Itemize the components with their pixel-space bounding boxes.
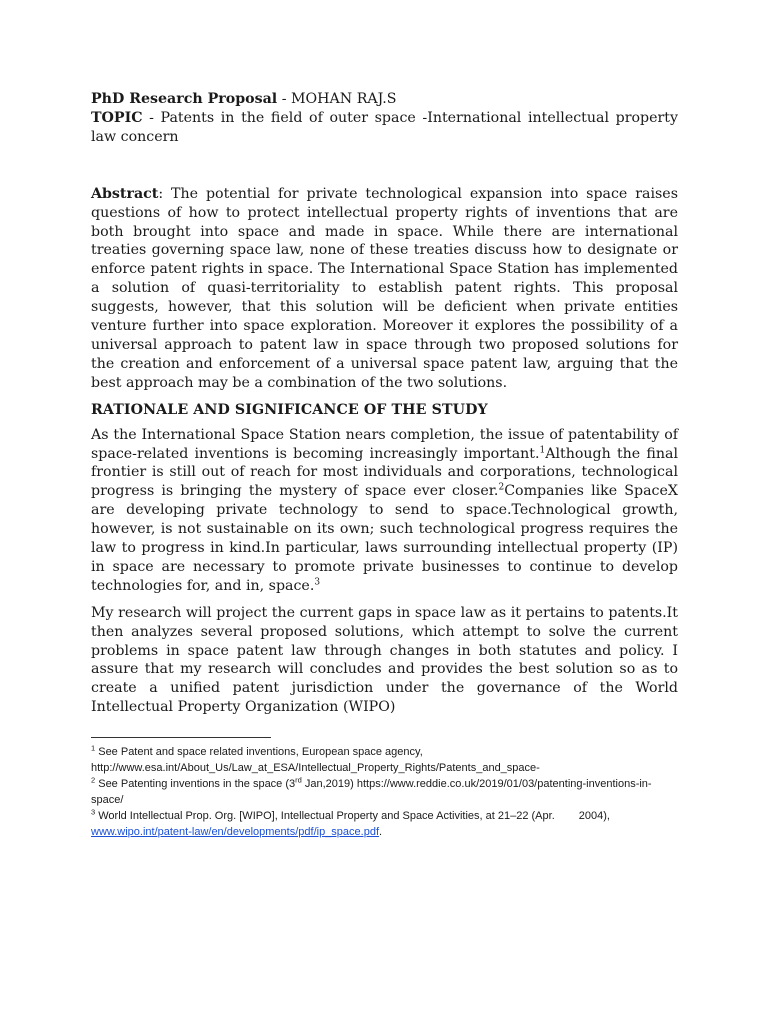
footnote-3-year: 2004),: [578, 810, 610, 823]
footnote-3-link[interactable]: www.wipo.int/patent-law/en/developments/pdf/ip_space.pdf: [91, 826, 380, 839]
footnote-2-number: 2: [91, 775, 96, 785]
rationale-paragraph-2: My research will project the current gaps in space law as it pertains to patents.It then analyzes several proposed solutions, which attempt to solve the current problems in space patent law through changes in both statutes and policy. I assure that my research will concludes and provides the best solution so as to create a unified patent jurisdiction under the governance of the World Intellectual Property Organization (WIPO): [91, 604, 678, 716]
footnote-ref-1[interactable]: 1: [539, 444, 546, 455]
topic-label: TOPIC: [91, 109, 143, 126]
footnote-1-number: 1: [91, 743, 96, 753]
document-page: [91, 90, 678, 840]
footnote-2-text: See Patenting inventions in the space (3: [95, 778, 296, 791]
footnote-3-text: World Intellectual Prop. Org. [WIPO], Intellectual Property and Space Activities, at 21–22 (Apr.: [95, 810, 555, 823]
abstract-text: : The potential for private technological expansion into space raises questions of how to protect intellectual property rights of inventions that are both brought into space and made in space. While there are international treaties governing space law, none of these treaties discuss how to designate or enforce patent rights in space. The International Space Station has implemented a solution of quasi-territoriality to establish patent rights. This proposal suggests, however, that this solution will be deficient when private entities venture further into space exploration. Moreover it explores the possibility of a universal approach to patent law in space through two proposed solutions for the creation and enforcement of a universal space patent law, arguing that the best approach may be a combination of the two solutions.: [91, 185, 678, 391]
footnote-3: [91, 808, 678, 840]
abstract-label: Abstract: [91, 185, 159, 202]
footnote-2-text-end: Jan,2019) https://www.reddie.co.uk/2019/01/03/patenting-inventions-in-space/: [91, 778, 652, 807]
topic-text: - Patents in the field of outer space -International intellectual property law concern: [91, 109, 678, 145]
footnote-ref-2[interactable]: 2: [498, 482, 505, 493]
footnotes: [91, 744, 678, 840]
footnote-2: [91, 776, 678, 808]
footnote-1-url: http://www.esa.int/About_Us/Law_at_ESA/Intellectual_Property_Rights/Patents_and_space-: [91, 762, 540, 775]
header-separator: -: [277, 91, 292, 107]
footnote-3-number: 3: [91, 807, 96, 817]
footnote-ref-3[interactable]: 3: [314, 577, 321, 588]
author-name: MOHAN RAJ.S: [291, 91, 397, 107]
footnote-1-text: See Patent and space related inventions, European space agency,: [95, 746, 423, 759]
abstract-paragraph: [91, 185, 678, 393]
footnote-3-period: .: [379, 826, 383, 839]
topic-line: [91, 109, 678, 147]
footnote-2-ordinal: rd: [295, 775, 302, 785]
footnote-1: [91, 744, 678, 776]
rationale-heading: RATIONALE AND SIGNIFICANCE OF THE STUDY: [91, 401, 488, 418]
rationale-text-2: Although the final frontier is still out of reach for most individuals and corporations, technological progress is bringing the mystery of space ever closer.: [91, 445, 678, 500]
rationale-text-3: Companies like SpaceX are developing private technology to send to space.Technological growth, however, is not sustainable on its own; such technological progress requires the law to progress in kind.In particular, laws surrounding intellectual property (IP) in space are necessary to promote private businesses to continue to develop technologies for, and in, space.: [91, 483, 678, 594]
document-header: [91, 90, 678, 109]
rationale-paragraph-1: [91, 426, 678, 596]
rationale-text-1: As the International Space Station nears completion, the issue of patentability of space-related inventions is becoming increasingly important.: [91, 426, 678, 462]
proposal-label: PhD Research Proposal: [91, 91, 278, 107]
footnote-divider: [91, 737, 271, 738]
